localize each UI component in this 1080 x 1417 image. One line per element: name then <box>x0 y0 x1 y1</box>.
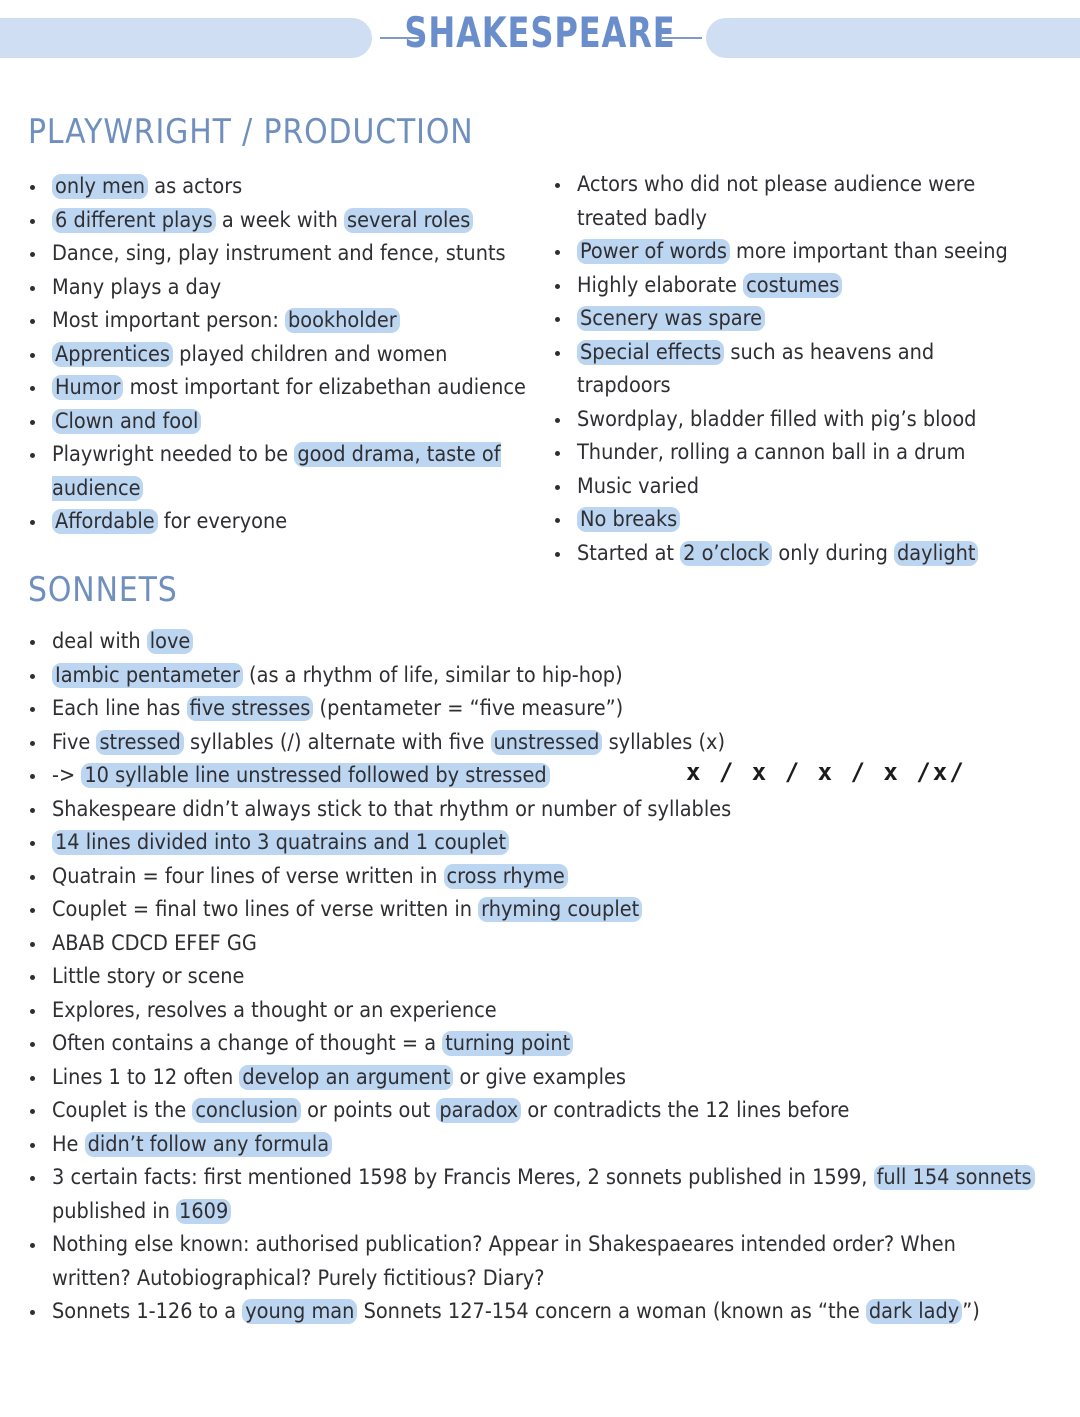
highlighted-term: 2 o’clock <box>680 541 772 566</box>
highlighted-term: stressed <box>96 730 183 755</box>
highlighted-term: daylight <box>894 541 978 566</box>
highlighted-term: costumes <box>743 273 842 298</box>
highlighted-term: unstressed <box>491 730 603 755</box>
item-text: published in <box>52 1198 177 1224</box>
item-text: deal with <box>52 629 147 654</box>
highlighted-term: five stresses <box>187 696 314 721</box>
list-item <box>553 403 1013 437</box>
list-item <box>28 793 1038 827</box>
highlighted-term: 14 lines divided into 3 quatrains and 1 couplet <box>52 830 509 855</box>
list-item <box>28 826 1038 860</box>
item-text: Music varied <box>577 473 699 499</box>
item-text: 3 certain facts: first mentioned 1598 by Francis Meres, 2 sonnets published in 1599, <box>52 1165 874 1190</box>
item-text: a week with <box>215 207 345 233</box>
highlighted-term: 10 syllable line unstressed followed by stressed <box>81 763 549 788</box>
item-text: Couplet is the <box>52 1098 193 1123</box>
highlighted-term: bookholder <box>285 308 400 333</box>
playwright-list-left <box>28 170 538 539</box>
item-text: (as a rhythm of life, similar to hip-hop) <box>242 662 623 688</box>
item-text: Thunder, rolling a cannon ball in a drum <box>577 440 966 465</box>
list-item <box>553 470 1013 504</box>
highlighted-term: cross rhyme <box>444 864 568 889</box>
list-item <box>28 237 538 271</box>
item-text: or give examples <box>453 1064 626 1090</box>
highlighted-term: Affordable <box>52 509 158 534</box>
list-item <box>28 271 538 305</box>
page-title: SHAKESPEARE <box>404 8 676 57</box>
item-text: Swordplay, bladder filled with pig’s blood <box>577 406 977 432</box>
item-text: Most important person: <box>52 308 285 333</box>
sonnets-list <box>28 625 1038 1329</box>
highlighted-term: dark lady <box>866 1299 962 1324</box>
highlighted-term: Iambic pentameter <box>52 663 243 688</box>
item-text: (pentameter = “five measure”) <box>313 696 624 721</box>
item-text: Couplet = final two lines of verse written in <box>52 897 479 922</box>
list-item <box>28 1027 1038 1061</box>
highlighted-term: didn’t follow any formula <box>85 1132 332 1157</box>
list-item <box>28 960 1038 994</box>
item-text: Started at <box>577 540 681 566</box>
list-item <box>553 302 1013 336</box>
meter-marks: x / x / x / x /x/ <box>686 758 966 786</box>
list-item <box>28 726 1038 760</box>
list-item <box>28 371 538 405</box>
highlighted-term: several roles <box>344 208 473 233</box>
list-item <box>28 1295 1038 1329</box>
list-item <box>28 1094 1038 1128</box>
highlighted-term: Special effects <box>577 340 724 365</box>
item-text: or points out <box>300 1098 437 1123</box>
item-text: -> <box>52 763 82 788</box>
item-text: Dance, sing, play instrument and fence, stunts <box>52 241 506 266</box>
item-text: Explores, resolves a thought or an experience <box>52 997 497 1023</box>
highlighted-term: rhyming couplet <box>478 897 642 922</box>
list-item <box>28 860 1038 894</box>
list-item <box>28 505 538 539</box>
item-text: as actors <box>148 174 243 199</box>
item-text: more important than seeing <box>729 239 1008 264</box>
item-text: Little story or scene <box>52 964 245 989</box>
item-text: played children and women <box>173 341 448 367</box>
item-text: ”) <box>962 1299 980 1324</box>
list-item <box>28 1161 1038 1228</box>
list-item <box>28 1061 1038 1095</box>
highlighted-term: develop an argument <box>239 1065 453 1090</box>
highlighted-term: Power of words <box>577 239 730 264</box>
item-text: Playwright needed to be <box>52 442 295 467</box>
highlighted-term: Apprentices <box>52 342 173 367</box>
list-item <box>28 1228 1038 1295</box>
list-item <box>553 436 1013 470</box>
section-heading-sonnets: SONNETS <box>28 570 178 610</box>
highlighted-term: conclusion <box>192 1098 301 1123</box>
highlighted-term: 1609 <box>176 1199 231 1224</box>
list-item <box>553 168 1013 235</box>
highlighted-term: Humor <box>52 375 123 400</box>
item-text: Sonnets 127-154 concern a woman (known as “the <box>357 1299 866 1324</box>
item-text: Sonnets 1-126 to a <box>52 1299 243 1324</box>
item-text: Actors who did not please audience were treated badly <box>577 172 976 231</box>
item-text: Quatrain = four lines of verse written in <box>52 863 444 889</box>
list-item <box>28 893 1038 927</box>
highlighted-term: paradox <box>436 1098 521 1123</box>
list-item <box>28 204 538 238</box>
list-item <box>28 338 538 372</box>
list-item <box>28 994 1038 1028</box>
highlighted-term: Clown and fool <box>52 409 201 434</box>
list-item <box>28 625 1038 659</box>
list-item <box>28 659 1038 693</box>
item-text: for everyone <box>157 509 288 534</box>
item-text: Lines 1 to 12 often <box>52 1064 240 1090</box>
list-item <box>28 304 538 338</box>
item-text: or contradicts the 12 lines before <box>521 1098 850 1123</box>
highlighted-term: full 154 sonnets <box>874 1165 1035 1190</box>
section-heading-playwright: PLAYWRIGHT / PRODUCTION <box>28 112 474 152</box>
item-text: Many plays a day <box>52 274 222 300</box>
item-text: syllables (x) <box>602 729 726 755</box>
item-text: syllables (/) alternate with five <box>183 729 491 755</box>
list-item <box>553 235 1013 269</box>
list-item <box>553 269 1013 303</box>
highlighted-term: young man <box>242 1299 357 1324</box>
list-item <box>28 438 538 505</box>
item-text: He <box>52 1131 85 1157</box>
list-item <box>28 1128 1038 1162</box>
item-text: Five <box>52 729 97 755</box>
item-text: Nothing else known: authorised publication? Appear in Shakespaeares intended order? When written? Autobiographical? Purely fictitious? Diary? <box>52 1232 956 1291</box>
highlighted-term: turning point <box>442 1031 573 1056</box>
item-text: only during <box>772 540 895 566</box>
playwright-list-right <box>553 168 1013 570</box>
list-item <box>553 537 1013 571</box>
item-text: Each line has <box>52 696 187 721</box>
list-item <box>28 170 538 204</box>
item-text: Highly elaborate <box>577 272 744 298</box>
list-item <box>553 503 1013 537</box>
highlighted-term: only men <box>52 174 148 199</box>
item-text: Often contains a change of thought = a <box>52 1031 443 1056</box>
highlighted-term: No breaks <box>577 507 680 532</box>
list-item <box>553 336 1013 403</box>
item-text: such as heavens and trapdoors <box>577 339 935 398</box>
highlighted-term: good drama, taste of audience <box>52 442 501 501</box>
list-item <box>28 405 538 439</box>
highlighted-term: Scenery was spare <box>577 306 765 331</box>
list-item <box>28 692 1038 726</box>
highlighted-term: 6 different plays <box>52 208 216 233</box>
item-text: Shakespeare didn’t always stick to that rhythm or number of syllables <box>52 796 732 822</box>
item-text: ABAB CDCD EFEF GG <box>52 930 257 956</box>
item-text: most important for elizabethan audience <box>123 375 526 400</box>
list-item <box>28 927 1038 961</box>
highlighted-term: love <box>147 629 194 654</box>
